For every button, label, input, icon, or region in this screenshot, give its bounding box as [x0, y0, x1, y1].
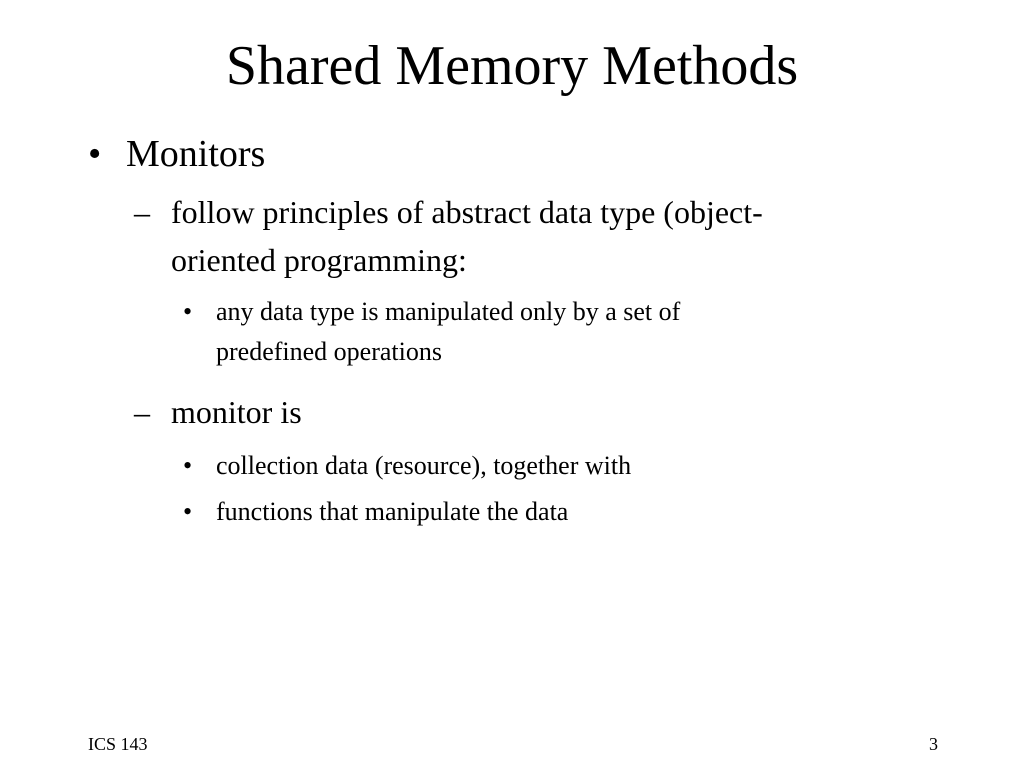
bullet-monitors [88, 128, 948, 180]
slide-content [88, 128, 948, 532]
sub-bullet-monitor-is [134, 388, 948, 436]
sub-bullet-text: monitor is [171, 394, 302, 430]
dash-marker: – [134, 194, 150, 230]
bullet-marker: • [183, 451, 193, 480]
bullet-marker: • [88, 133, 102, 175]
bullet-text: Monitors [126, 133, 266, 175]
sub-sub-bullet-data-type-operations [183, 292, 948, 372]
bullet-marker: • [183, 497, 193, 526]
sub-bullet-abstract-data-type [134, 188, 948, 284]
sub-sub-bullet-functions [183, 492, 948, 532]
sub-bullet-line-2: oriented programming: [171, 242, 467, 278]
footer-page-number: 3 [929, 734, 938, 754]
dash-marker: – [134, 394, 150, 430]
sub-bullet-line-1: follow principles of abstract data type (object- [171, 194, 763, 230]
sub-sub-bullet-text: functions that manipulate the data [216, 497, 569, 526]
sub-sub-bullet-line-1: any data type is manipulated only by a set of [216, 297, 681, 326]
footer-course-label: ICS 143 [88, 734, 148, 754]
slide-title: Shared Memory Methods [225, 35, 799, 97]
sub-sub-bullet-line-2: predefined operations [216, 337, 442, 366]
bullet-marker: • [183, 297, 193, 326]
sub-sub-bullet-text: collection data (resource), together with [216, 451, 632, 480]
sub-sub-bullet-collection-data [183, 446, 948, 486]
